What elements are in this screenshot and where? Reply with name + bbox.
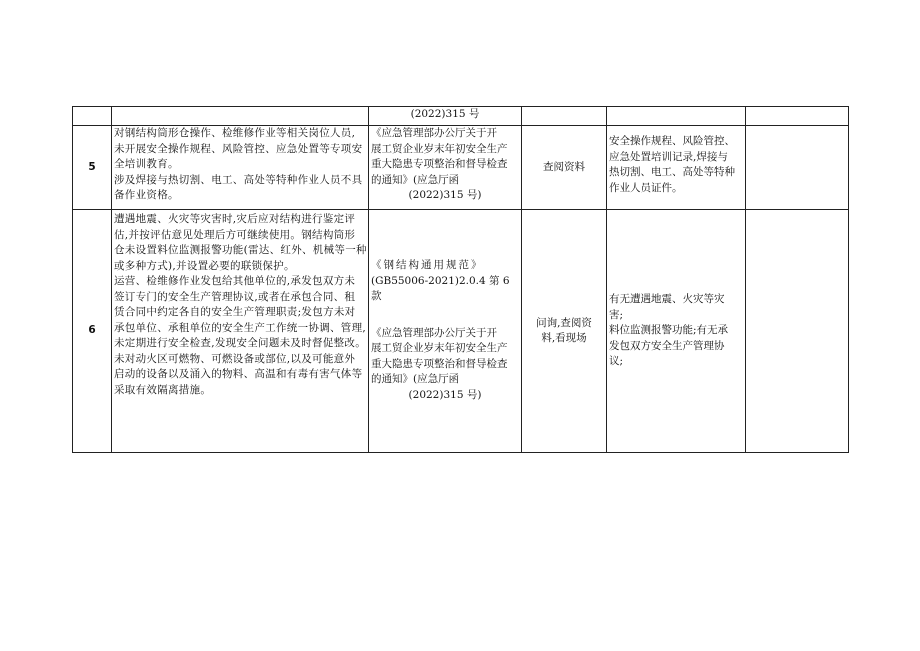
- evidence-line: 议;: [609, 355, 624, 368]
- basis-line: (GB55006-2021)2.0.4 第 6: [371, 274, 510, 287]
- basis-line: (2022)315 号): [408, 388, 482, 401]
- basis-line: 款: [371, 290, 382, 302]
- requirement-cell: [112, 126, 369, 210]
- requirement-line: 备作业资格。: [114, 189, 179, 201]
- table-row: [73, 107, 849, 126]
- basis-line: 的通知》(应急厅函: [371, 173, 460, 186]
- evidence-line: 有无遭遇地震、火灾等灾: [609, 293, 725, 306]
- table-row: [73, 210, 849, 453]
- requirement-line: 启动的设备以及涌入的物料、高温和有毒有害气体等: [114, 368, 363, 380]
- requirement-line: 未定期进行安全检查,发现安全问题未及时督促整改。: [114, 337, 367, 349]
- basis-line: 的通知》(应急厅函: [371, 373, 460, 385]
- evidence-line: 料位监测报警功能;有无承: [609, 324, 729, 337]
- method-cell: 查阅资料: [522, 126, 607, 210]
- requirement-line: 采取有效隔离措施。: [114, 383, 212, 396]
- evidence-cell: [607, 107, 746, 126]
- method-cell: [522, 210, 607, 453]
- requirement-line: 涉及焊接与热切割、电工、高处等特种作业人员不具: [114, 173, 363, 186]
- requirement-cell: [112, 210, 369, 453]
- row-number: 6: [73, 210, 112, 453]
- requirement-line: 遭遇地震、火灾等灾害时,灾后应对结构进行鉴定评: [114, 213, 356, 225]
- evidence-line: 安全操作规程、风险管控、: [609, 135, 735, 147]
- requirement-line: 签订专门的安全生产管理协议,或者在承包合同、租: [114, 290, 356, 303]
- basis-line: 展工贸企业岁末年初安全生产: [371, 342, 508, 354]
- row-number: 5: [73, 126, 112, 210]
- requirement-line: 或多种方式),并设置必要的联锁保护。: [114, 259, 295, 272]
- requirement-line: 运营、检维修作业发包给其他单位的,承发包双方未: [114, 275, 356, 287]
- evidence-line: 应急处置培训记录,焊接与: [609, 150, 728, 163]
- basis-line: 《应急管理部办公厅关于开: [371, 127, 497, 139]
- basis-cell: [369, 126, 522, 210]
- remark-cell: [746, 107, 849, 126]
- basis-line: 重大隐患专项整治和督导检查: [371, 158, 508, 170]
- requirement-line: 赁合同中约定各自的安全生产管理职责;发包方未对: [114, 306, 356, 318]
- basis-line: 《钢结构通用规范》: [371, 259, 484, 271]
- evidence-line: 害;: [609, 308, 624, 321]
- basis-line: (2022)315 号: [410, 108, 480, 120]
- evidence-cell: [607, 210, 746, 453]
- requirement-cell: [112, 107, 369, 126]
- method-line: 料,看现场: [541, 332, 587, 344]
- requirement-line: 估,并按评估意见处理后方可继续使用。钢结构筒形: [114, 228, 356, 241]
- basis-line: (2022)315 号): [408, 189, 482, 201]
- basis-line: 重大隐患专项整治和督导检查: [371, 357, 508, 370]
- basis-line: 展工贸企业岁末年初安全生产: [371, 142, 508, 155]
- requirement-line: 对钢结构筒形仓操作、检维修作业等相关岗位人员,: [114, 127, 356, 139]
- evidence-line: 发包双方安全生产管理协: [609, 339, 725, 352]
- requirement-line: 全培训教育。: [114, 158, 179, 170]
- requirement-line: 仓未设置料位监测报警功能(雷达、红外、机械等一种: [114, 244, 367, 256]
- requirement-line: 未开展安全操作规程、风险管控、应急处置等专项安: [114, 142, 363, 155]
- method-line: 问询,查阅资: [536, 316, 592, 329]
- evidence-line: 作业人员证件。: [609, 181, 683, 194]
- method-cell: [522, 107, 607, 126]
- remark-cell: [746, 126, 849, 210]
- remark-cell: [746, 210, 849, 453]
- table-row: [73, 126, 849, 210]
- basis-line: 《应急管理部办公厅关于开: [371, 326, 497, 339]
- requirement-line: 未对动火区可燃物、可燃设备或部位,以及可能意外: [114, 352, 356, 365]
- basis-cell: [369, 210, 522, 453]
- requirement-line: 承包单位、承租单位的安全生产工作统一协调、管理,: [114, 321, 367, 334]
- evidence-cell: [607, 126, 746, 210]
- basis-cell: [369, 107, 522, 126]
- number-cell: [73, 107, 112, 126]
- evidence-line: 热切割、电工、高处等特种: [609, 166, 735, 178]
- checklist-table: [72, 106, 849, 453]
